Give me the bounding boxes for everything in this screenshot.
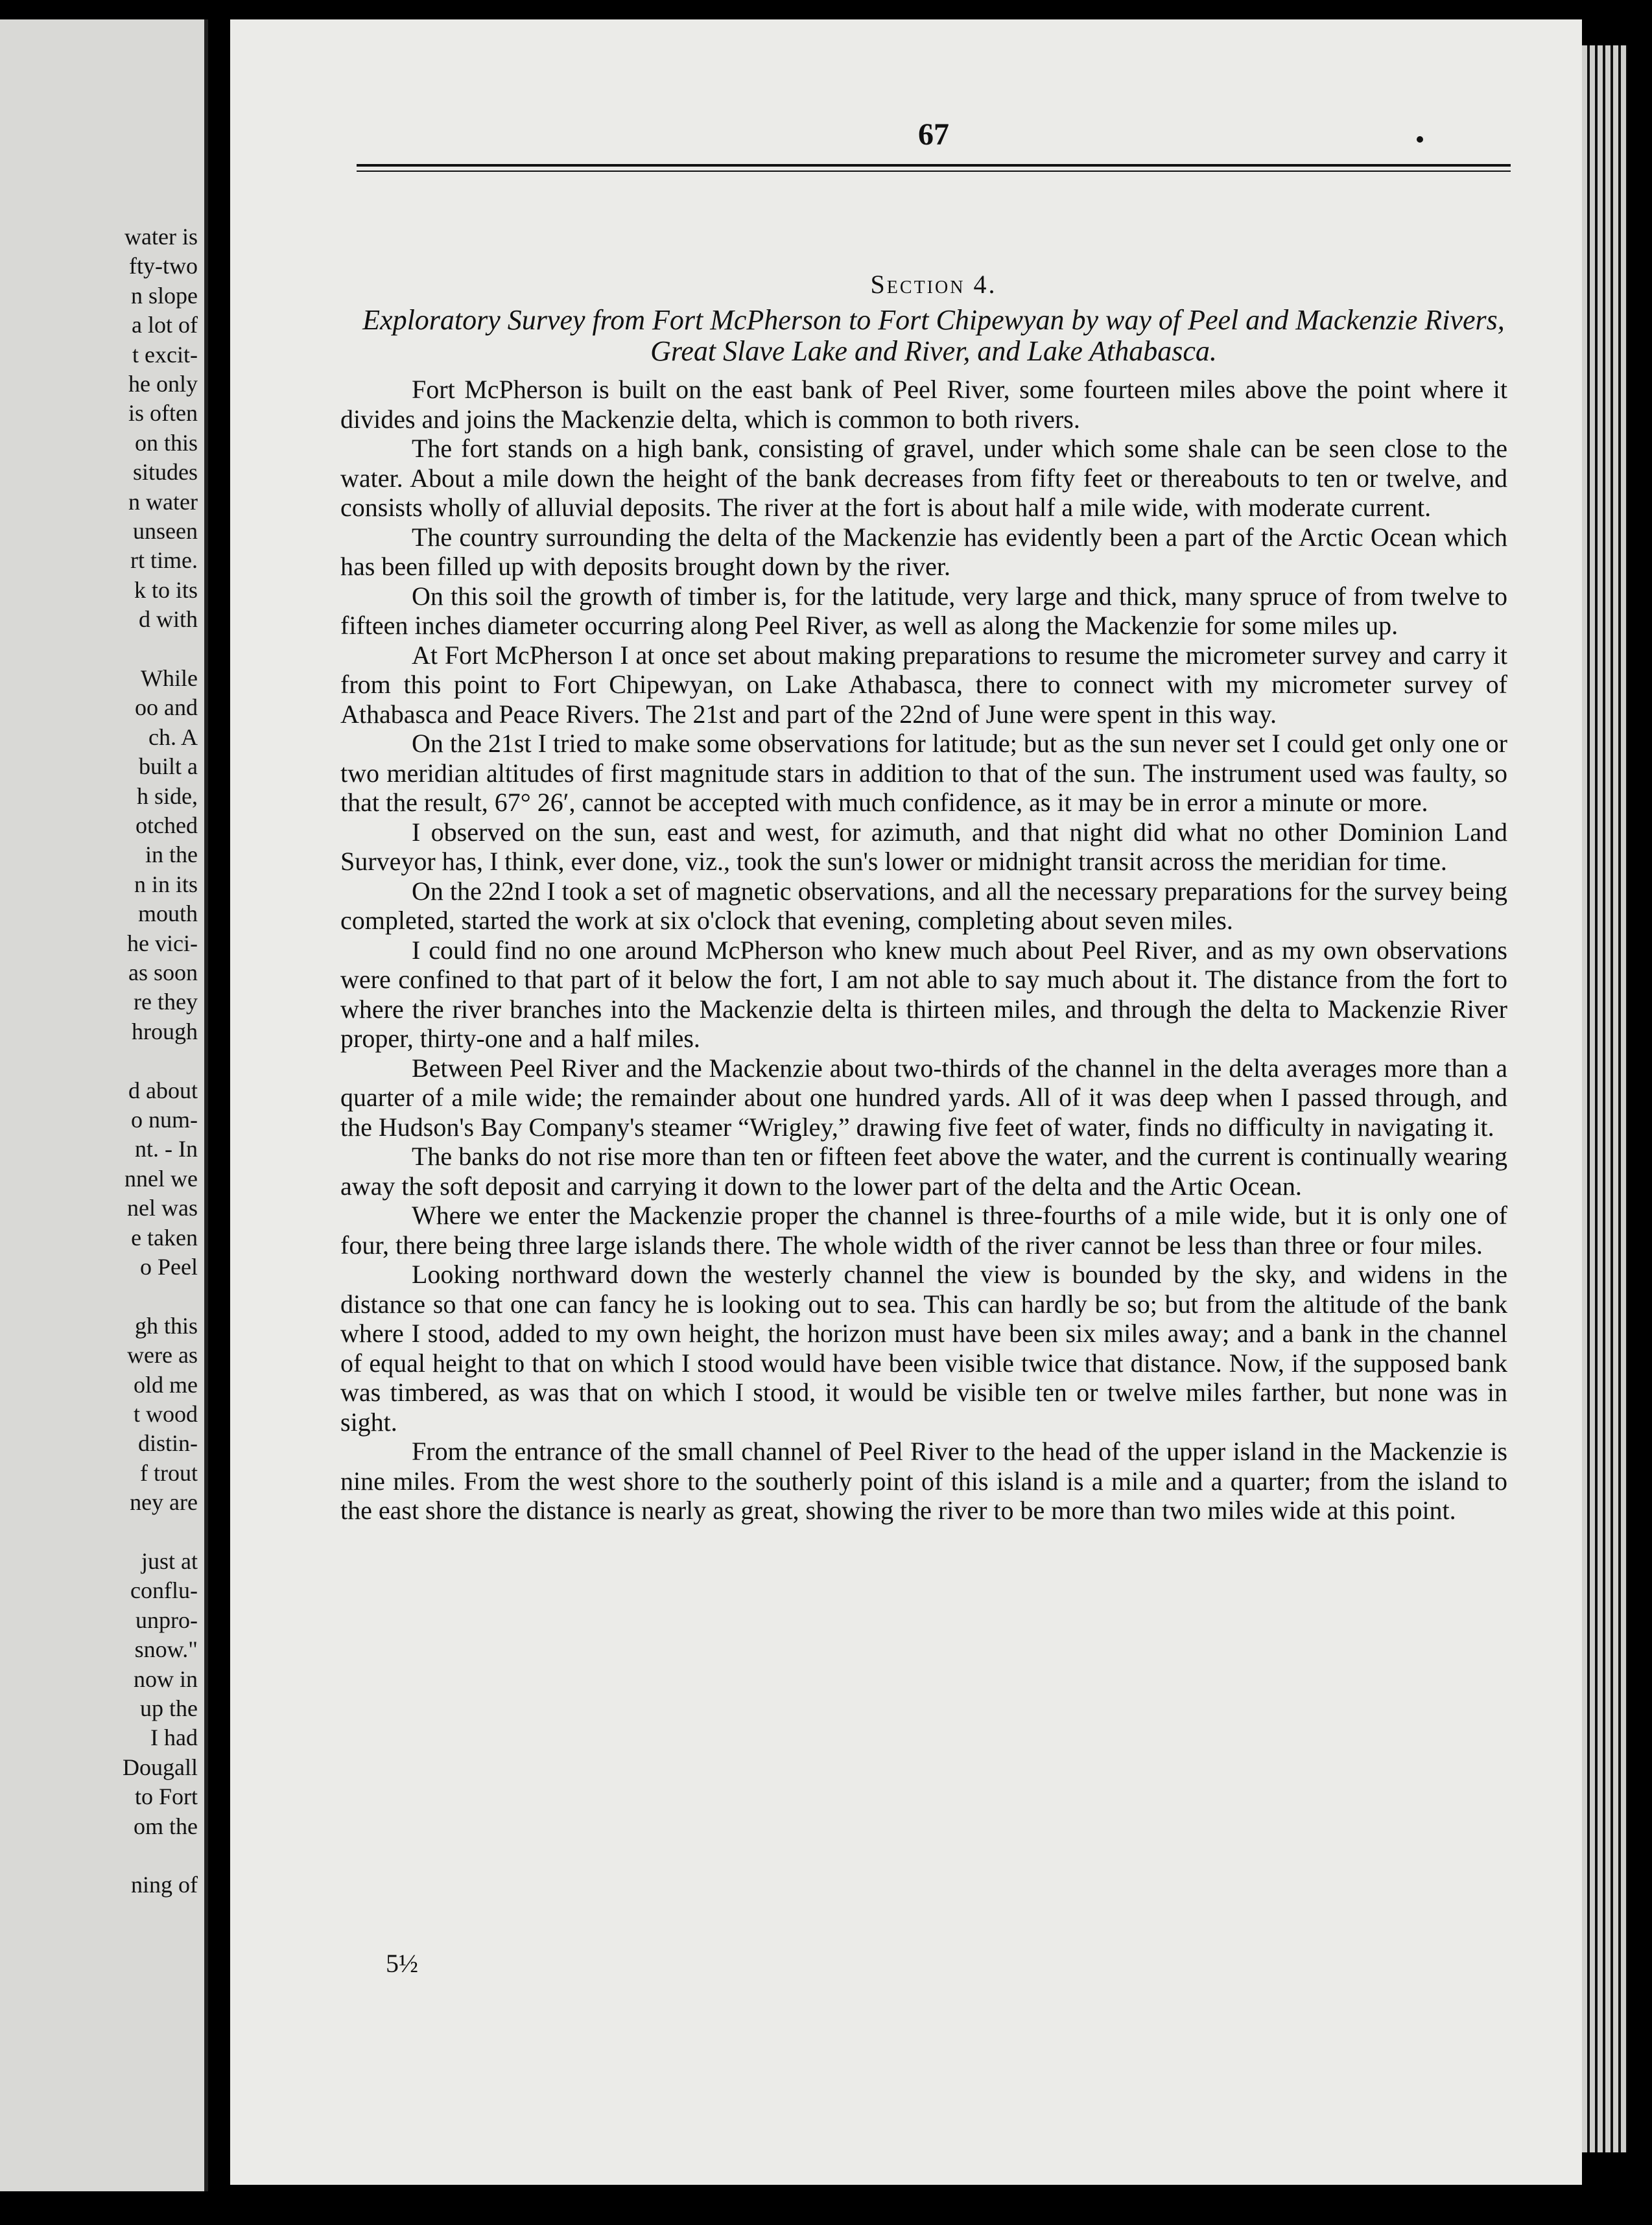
- facing-page-line: h side,: [137, 783, 198, 809]
- facing-page-line: o Peel: [140, 1254, 198, 1280]
- page-edges: [1582, 45, 1627, 2152]
- facing-page-line: conflu-: [130, 1577, 198, 1604]
- paragraph: The banks do not rise more than ten or fifteen feet above the water, and the current is continually wearing away the soft deposit and carrying it down to the lower part of the delta and the Artic Ocean.: [340, 1142, 1507, 1201]
- facing-page-line: just at: [141, 1548, 198, 1574]
- facing-page-line: old me: [134, 1371, 198, 1398]
- book-page: [230, 19, 1582, 2185]
- paragraph: On the 21st I tried to make some observations for latitude; but as the sun never set I could get only one or two meridian altitudes of first magnitude stars in addition to that of the sun. The instrument used was faulty, so that the result, 67° 26′, cannot be accepted with much confidence, as it may be in error a minute or more.: [340, 729, 1507, 817]
- facing-page-line: oo and: [135, 694, 198, 721]
- facing-page-line: distin-: [137, 1430, 198, 1457]
- facing-page-line: o num-: [131, 1107, 198, 1133]
- section-heading: Section 4.: [870, 270, 997, 299]
- facing-page-line: rt time.: [130, 547, 198, 574]
- facing-page-line: a lot of: [132, 312, 198, 338]
- facing-page-line: k to its: [134, 576, 198, 603]
- facing-page-line: built a: [139, 753, 198, 780]
- paragraph: On this soil the growth of timber is, for the latitude, very large and thick, many spruce of from twelve to fifteen inches diameter occurring along Peel River, as well as along the Mackenzie for some miles up.: [340, 581, 1507, 640]
- facing-page-line: While: [141, 665, 198, 691]
- facing-page-line: d with: [138, 606, 198, 633]
- facing-page-line: on this: [134, 429, 198, 456]
- paragraph: On the 22nd I took a set of magnetic observations, and all the necessary preparations for the survey being completed, started the work at six o'clock that evening, completing about seven miles.: [340, 876, 1507, 935]
- page-header: [357, 117, 1511, 172]
- paragraph: The country surrounding the delta of the Mackenzie has evidently been a part of the Arctic Ocean which has been filled up with deposits brought down by the river.: [340, 522, 1507, 581]
- body-text: [340, 375, 1507, 1525]
- facing-page-line: nt. - In: [135, 1136, 198, 1162]
- paragraph: Fort McPherson is built on the east bank of Peel River, some fourteen miles above the point where it divides and joins the Mackenzie delta, which is common to both rivers.: [340, 375, 1507, 434]
- facing-page-line: om the: [134, 1813, 198, 1839]
- facing-page-line: gh this: [134, 1312, 198, 1339]
- header-rule-thin: [357, 171, 1511, 172]
- facing-page-line: situdes: [132, 459, 198, 486]
- facing-page-line: ney are: [130, 1489, 198, 1516]
- paragraph: Looking northward down the westerly channel the view is bounded by the sky, and widens in the distance so that one can fancy he is looking out to sea. This can hardly be so; but from the altitude of the bank where I stood, added to my own height, the horizon must have been six miles away; and a bank in the channel of equal height to that on which I stood would have been visible twice that distance. Now, if the supposed bank was timbered, as was that on which I stood, it would be visible ten or twelve miles farther, but none was in sight.: [340, 1260, 1507, 1437]
- paragraph: At Fort McPherson I at once set about making preparations to resume the micrometer survey and carry it from this point to Fort Chipewyan, on Lake Athabasca, there to connect with my micrometer survey of Athabasca and Peace Rivers. The 21st and part of the 22nd of June were spent in this way.: [340, 640, 1507, 729]
- facing-page-line: nnel we: [124, 1165, 198, 1192]
- facing-page-line: f trout: [140, 1459, 198, 1486]
- facing-page-line: ning of: [131, 1872, 198, 1898]
- facing-page-line: he vici-: [127, 930, 198, 956]
- facing-page-line: to Fort: [134, 1784, 198, 1810]
- facing-page-line: t wood: [134, 1401, 198, 1427]
- facing-page-line: t excit-: [132, 341, 198, 368]
- facing-page-line: fty-two: [129, 253, 198, 279]
- page-number: 67: [918, 117, 949, 152]
- facing-page: [0, 19, 208, 2191]
- signature-mark: 5½: [386, 1949, 418, 1978]
- facing-page-line: hrough: [132, 1018, 198, 1044]
- header-rule: [357, 164, 1511, 167]
- facing-page-line: snow.": [134, 1636, 198, 1663]
- facing-page-line: now in: [134, 1666, 198, 1692]
- facing-page-line: nel was: [127, 1195, 198, 1221]
- facing-page-line: were as: [127, 1342, 198, 1369]
- paragraph: From the entrance of the small channel of Peel River to the head of the upper island in the Mackenzie is nine miles. From the west shore to the southerly point of this island is a mile and a quarter; from the island to the east shore the distance is nearly as great, showing the river to be more than two miles wide at this point.: [340, 1437, 1507, 1525]
- facing-page-line: otched: [136, 812, 198, 838]
- paragraph: Where we enter the Mackenzie proper the channel is three-fourths of a mile wide, but it is only one of four, there being three large islands there. The whole width of the river cannot be less than three or four miles.: [340, 1201, 1507, 1260]
- facing-page-line: e taken: [131, 1224, 198, 1251]
- facing-page-line: in the: [145, 842, 198, 868]
- facing-page-line: n slope: [131, 282, 198, 309]
- facing-page-line: d about: [128, 1077, 198, 1103]
- facing-page-line: he only: [128, 371, 198, 397]
- facing-page-line: I had: [150, 1725, 198, 1751]
- facing-page-line: unpro-: [136, 1607, 198, 1633]
- section-title: Exploratory Survey from Fort McPherson to Fort Chipewyan by way of Peel and Mackenzie Rivers, Great Slave Lake and River, and Lake Athabasca.: [362, 304, 1505, 367]
- facing-page-line: water is: [124, 224, 198, 250]
- facing-page-line: up the: [140, 1695, 198, 1721]
- facing-page-line: n in its: [134, 871, 198, 897]
- facing-page-line: is often: [128, 400, 198, 427]
- facing-page-line: ch. A: [148, 724, 198, 750]
- facing-page-line: n water: [128, 488, 198, 515]
- facing-page-line: mouth: [137, 901, 198, 927]
- paragraph: I could find no one around McPherson who knew much about Peel River, and as my own observations were confined to that part of it below the fort, I am not able to say much about it. The distance from the fort to where the river branches into the Mackenzie delta is thirteen miles, and through the delta to Mackenzie River proper, thirty-one and a half miles.: [340, 935, 1507, 1053]
- facing-page-line: as soon: [128, 959, 198, 985]
- paragraph: I observed on the sun, east and west, for azimuth, and that night did what no other Dominion Land Surveyor has, I think, ever done, viz., took the sun's lower or midnight transit across the meridian for time.: [340, 817, 1507, 876]
- facing-page-line: re they: [134, 989, 198, 1015]
- paragraph: The fort stands on a high bank, consisting of gravel, under which some shale can be seen close to the water. About a mile down the height of the bank decreases from fifty feet or thereabouts to ten or twelve, and consists wholly of alluvial deposits. The river at the fort is about half a mile wide, with moderate current.: [340, 434, 1507, 522]
- facing-page-line: Dougall: [123, 1754, 198, 1780]
- paragraph: Between Peel River and the Mackenzie about two-thirds of the channel in the delta averages more than a quarter of a mile wide; the remainder about one hundred yards. All of it was deep when I passed through, and the Hudson's Bay Company's steamer “Wrigley,” drawing five feet of water, finds no difficulty in navigating it.: [340, 1053, 1507, 1142]
- facing-page-line: unseen: [133, 518, 198, 544]
